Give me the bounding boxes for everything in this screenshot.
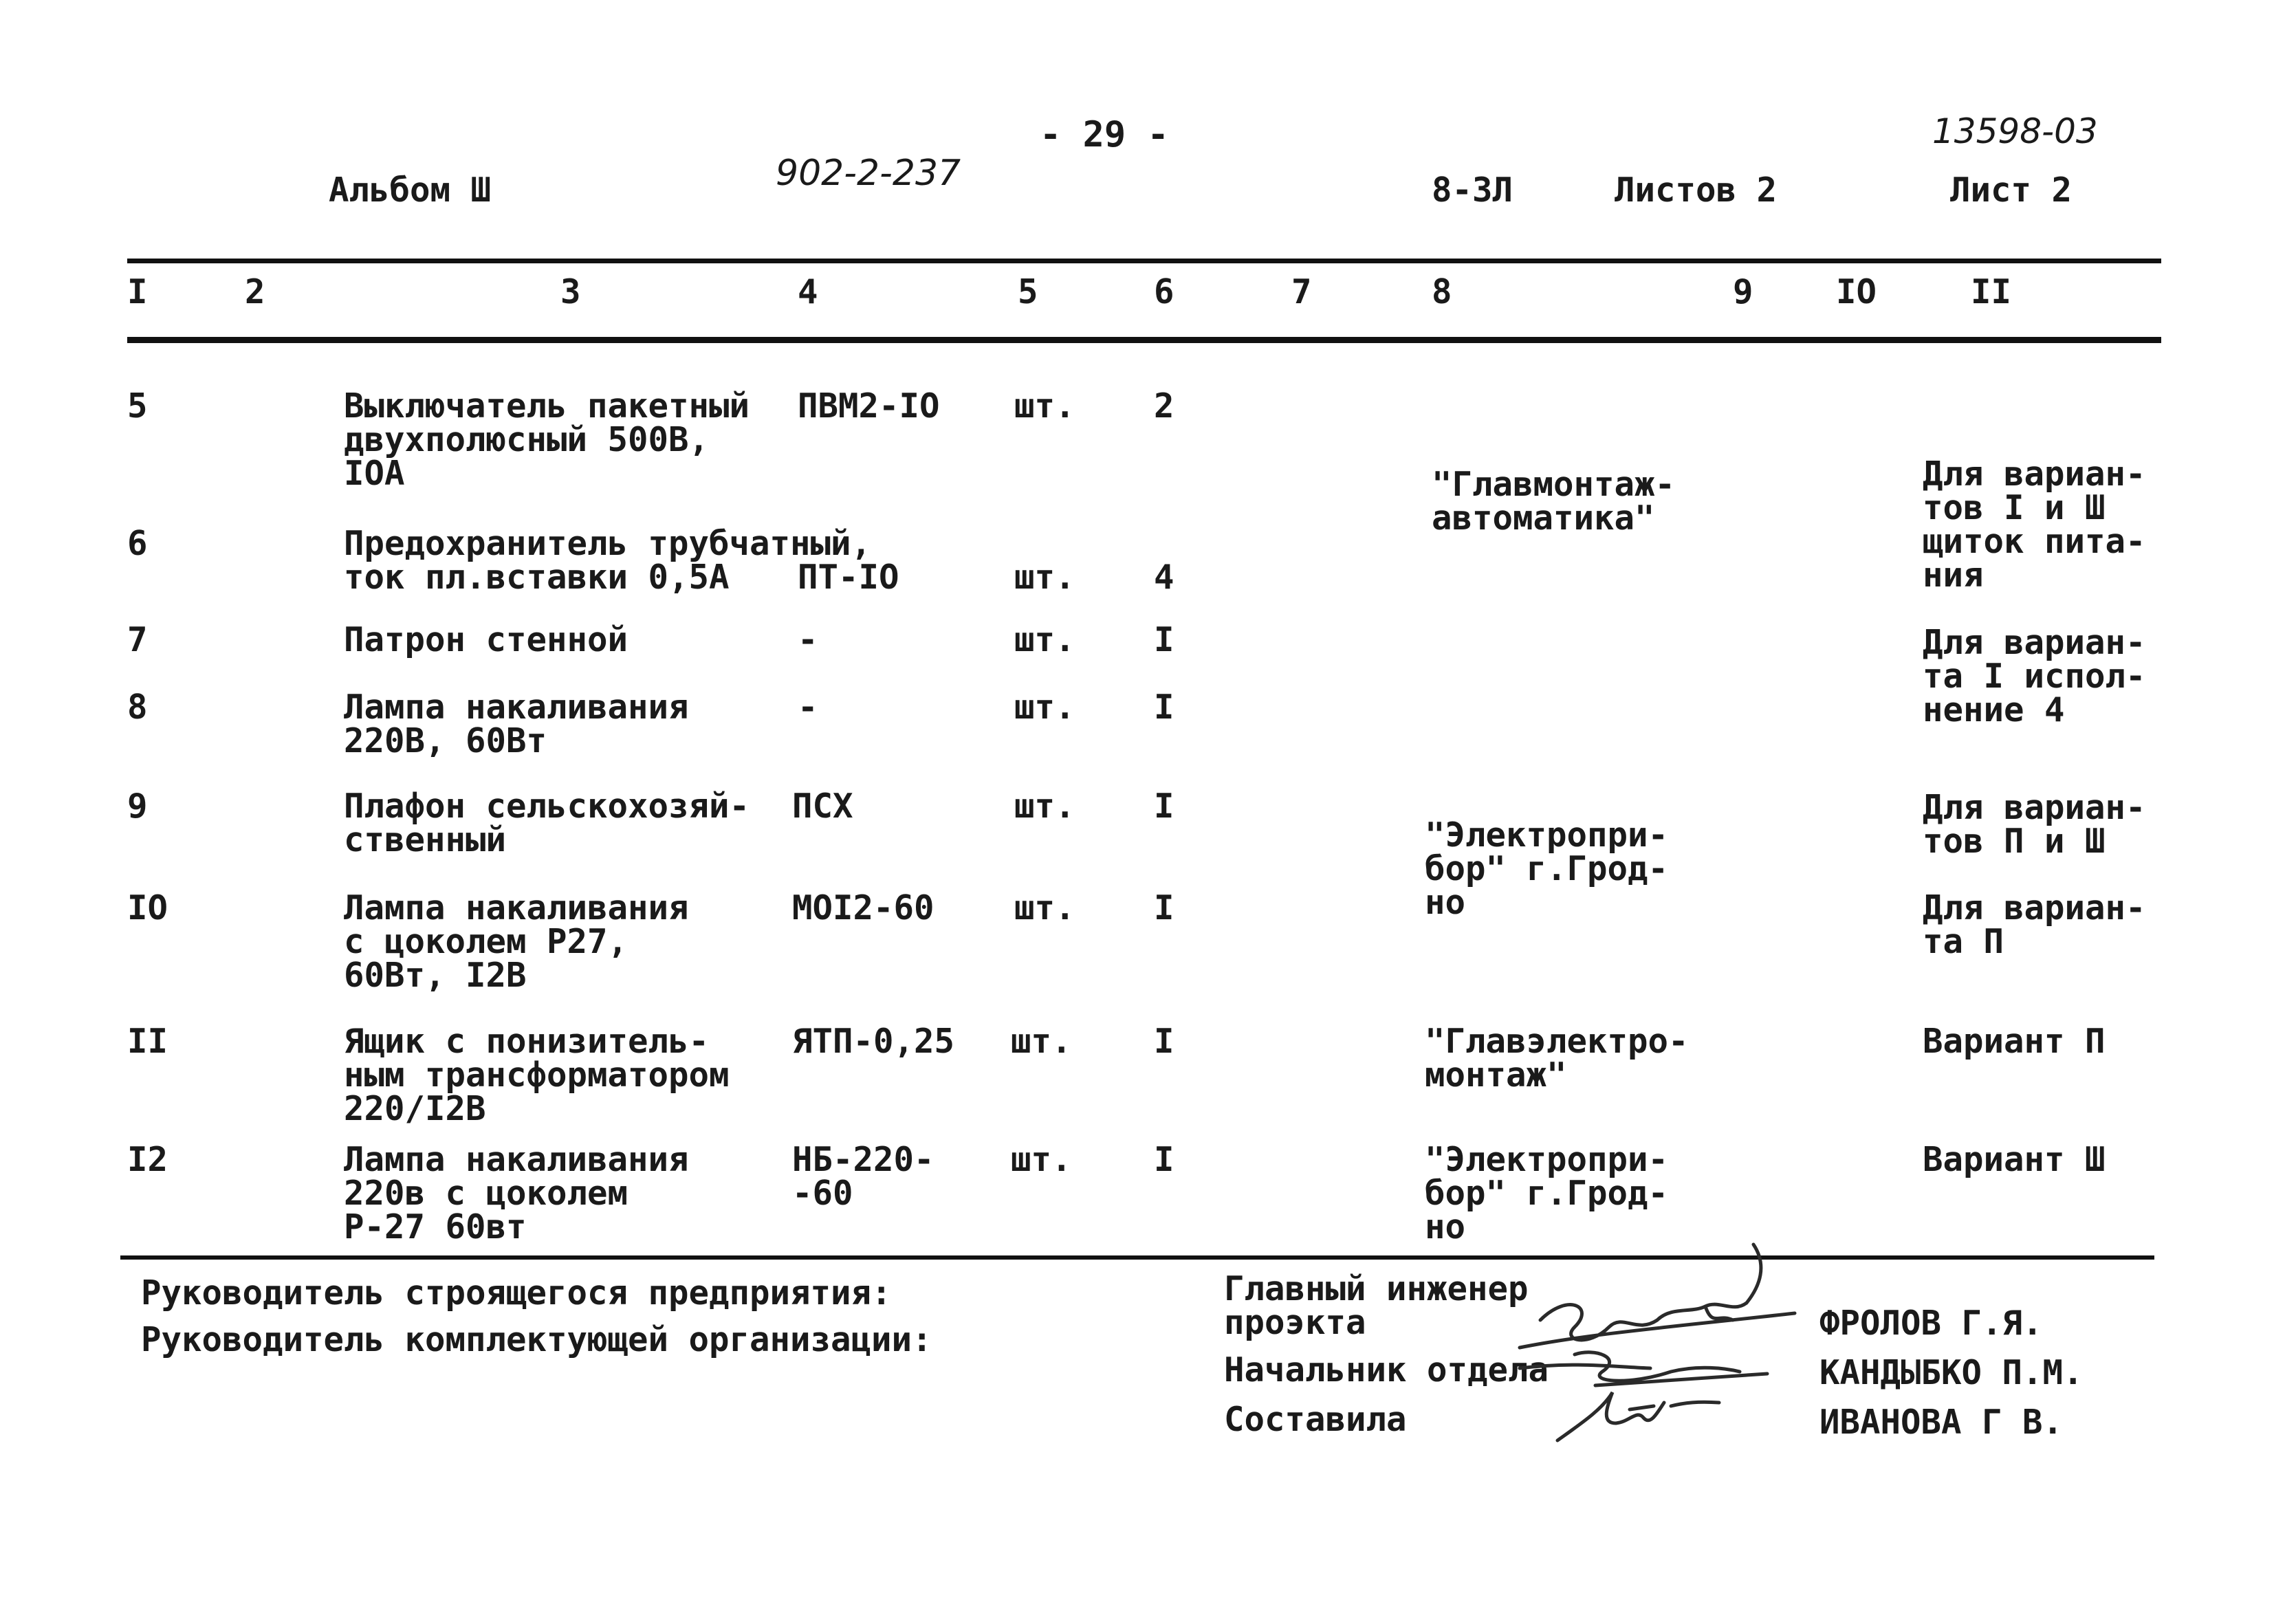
item-type: ПВМ2-IO <box>798 386 940 426</box>
item-unit: шт. <box>1014 688 1075 727</box>
note-cell: Для вариан- тов П и Ш <box>1923 788 2146 861</box>
table-top-rule <box>127 259 2161 263</box>
signature-department-head <box>1520 1352 1767 1385</box>
item-quantity: 2 <box>1154 386 1174 426</box>
chief-engineer-name: ФРОЛОВ Г.Я. <box>1819 1304 2043 1343</box>
item-unit: шт. <box>1014 558 1075 597</box>
column-header: I <box>127 272 148 311</box>
item-name: Лампа накаливания с цоколем Р27, 60Вт, I2В <box>344 888 689 995</box>
signature-graphic <box>1492 1238 1850 1464</box>
note-cell: Вариант П <box>1923 1022 2106 1061</box>
column-header: 2 <box>245 272 265 311</box>
supply-head-label: Руководитель комплектующей организации: <box>141 1320 932 1359</box>
project-code: 902-2-237 <box>776 153 961 194</box>
item-name: Патрон стенной <box>344 620 628 659</box>
column-header: IO <box>1836 272 1877 311</box>
manufacturer-cell: "Электропри- бор" г.Грод- но <box>1425 815 1669 922</box>
sheet-number: Лист 2 <box>1950 171 2073 210</box>
item-name: Ящик с понизитель- ным трансформатором 220/I2В <box>344 1022 730 1128</box>
signature-compiler <box>1557 1392 1719 1440</box>
item-quantity: I <box>1154 787 1174 826</box>
compiler-label: Составила <box>1224 1400 1407 1439</box>
note-cell: Вариант Ш <box>1923 1140 2106 1179</box>
item-unit: шт. <box>1014 620 1075 659</box>
item-unit: шт. <box>1014 386 1075 426</box>
item-unit: шт. <box>1011 1140 1072 1179</box>
column-header: 5 <box>1018 272 1038 311</box>
item-unit: шт. <box>1014 888 1075 928</box>
row-number: 5 <box>127 386 148 426</box>
item-type: ПСХ <box>792 787 853 826</box>
manufacturer-cell: "Электропри- бор" г.Грод- но <box>1425 1140 1669 1247</box>
department-head-label: Начальник отдела <box>1224 1350 1549 1390</box>
row-number: IO <box>127 888 168 928</box>
note-cell: Для вариан- та I испол- нение 4 <box>1923 623 2146 729</box>
note-cell: Для вариан- та П <box>1923 888 2146 961</box>
item-quantity: 4 <box>1154 558 1174 597</box>
row-number: I2 <box>127 1140 168 1179</box>
row-number: 7 <box>127 620 148 659</box>
table-header-rule <box>127 337 2161 343</box>
item-type: НБ-220- -60 <box>792 1140 934 1213</box>
row-number: 9 <box>127 787 148 826</box>
chief-engineer-label: Главный инженер проэкта <box>1224 1269 1529 1342</box>
column-header: 9 <box>1733 272 1753 311</box>
page-number: - 29 - <box>1040 114 1169 155</box>
item-name: Лампа накаливания 220в с цоколем Р-27 60вт <box>344 1140 689 1247</box>
item-quantity: I <box>1154 620 1174 659</box>
item-quantity: I <box>1154 1140 1174 1179</box>
album-label: Альбом Ш <box>329 171 492 210</box>
row-number: II <box>127 1022 168 1061</box>
item-type: МОI2-60 <box>792 888 934 928</box>
compiler-name: ИВАНОВА Г В. <box>1819 1403 2064 1442</box>
row-number: 8 <box>127 688 148 727</box>
item-unit: шт. <box>1014 787 1075 826</box>
construction-head-label: Руководитель строящегося предприятия: <box>141 1273 892 1313</box>
item-quantity: I <box>1154 1022 1174 1061</box>
department-head-name: КАНДЫБКО П.М. <box>1819 1353 2084 1392</box>
manufacturer-cell: "Главмонтаж- автоматика" <box>1432 465 1676 538</box>
column-header: II <box>1971 272 2012 311</box>
item-name: Плафон сельскохозяй- ственный <box>344 787 750 859</box>
item-quantity: I <box>1154 688 1174 727</box>
column-header: 8 <box>1432 272 1452 311</box>
item-quantity: I <box>1154 888 1174 928</box>
item-type: - <box>798 620 818 659</box>
document-number: 13598-03 <box>1932 111 2098 151</box>
item-type: ЯТП-0,25 <box>792 1022 955 1061</box>
row-number: 6 <box>127 524 148 563</box>
column-header: 7 <box>1291 272 1312 311</box>
note-cell: Для вариан- тов I и Ш щиток пита- ния <box>1923 454 2146 595</box>
item-name: Предохранитель трубчатный, ток пл.вставки 0,5А <box>344 524 872 597</box>
manufacturer-cell: "Главэлектро- монтаж" <box>1425 1022 1689 1095</box>
item-name: Выключатель пакетный двухполюсный 500В, IOA <box>344 386 750 493</box>
sheets-total: Листов 2 <box>1615 171 1778 210</box>
column-header: 4 <box>798 272 818 311</box>
item-type: ПТ-IO <box>798 558 899 597</box>
item-type: - <box>798 688 818 727</box>
item-name: Лампа накаливания 220В, 60Вт <box>344 688 689 760</box>
column-header: 6 <box>1154 272 1174 311</box>
column-header: 3 <box>560 272 581 311</box>
signature-chief-engineer <box>1520 1244 1795 1348</box>
spec-code: 8-ЗЛ <box>1432 171 1513 210</box>
item-unit: шт. <box>1011 1022 1072 1061</box>
